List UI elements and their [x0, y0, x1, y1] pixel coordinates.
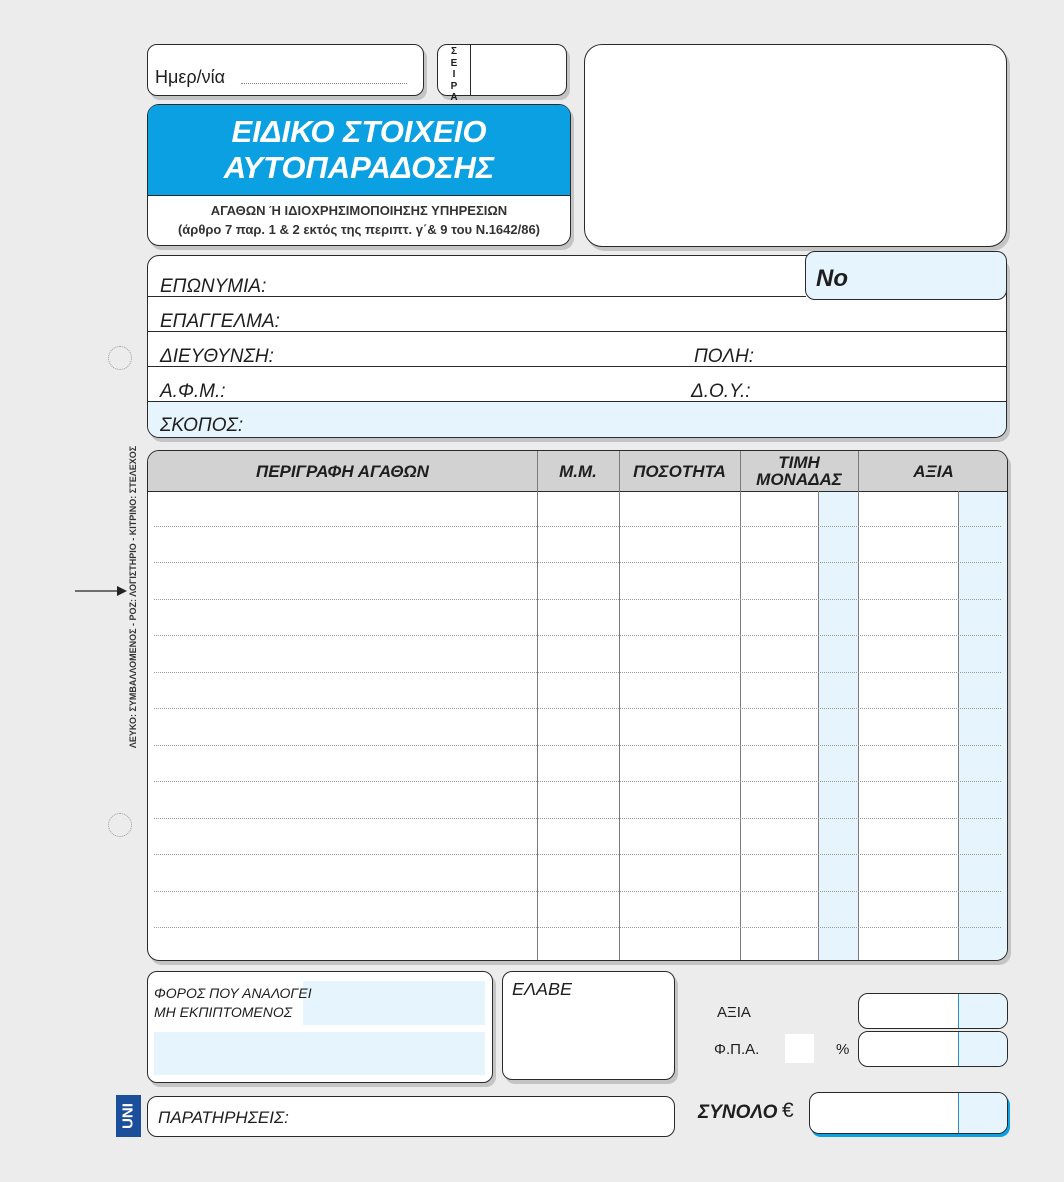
- document-number-box[interactable]: [805, 251, 1007, 300]
- series-label: [438, 45, 471, 103]
- column-divider: [537, 451, 538, 960]
- col-header-unit-price: [740, 451, 858, 491]
- total-label: ΣΥΝΟΛΟ: [698, 1102, 778, 1123]
- vat-number-label: Α.Φ.Μ.:: [160, 381, 226, 402]
- received-label: ΕΛΑΒΕ: [512, 979, 573, 999]
- title-line-1: ΕΙΔΙΚΟ ΣΤΟΙΧΕΙΟ: [231, 114, 487, 149]
- date-dotted-line: [241, 83, 407, 84]
- item-row-line: [154, 672, 1001, 673]
- item-row-line: [154, 562, 1001, 563]
- remarks-label: ΠΑΡΑΤΗΡΗΣΕΙΣ:: [158, 1108, 289, 1127]
- profession-label: ΕΠΑΓΓΕΛΜΑ:: [160, 311, 280, 332]
- binding-hole-top: [108, 346, 132, 370]
- received-box[interactable]: [502, 971, 675, 1080]
- remarks-box[interactable]: [147, 1096, 675, 1137]
- total-amount-field[interactable]: [809, 1092, 1008, 1134]
- number-label: No: [816, 265, 848, 292]
- tax-amount-field[interactable]: [303, 981, 485, 1025]
- value-label: ΑΞΙΑ: [717, 1004, 751, 1021]
- item-row-line: [154, 854, 1001, 855]
- column-divider: [619, 451, 620, 960]
- unit-price-header-line-1: ΤΙΜΗ: [778, 453, 820, 472]
- title-subtitle: [148, 201, 570, 239]
- item-row-line: [154, 599, 1001, 600]
- copy-distribution-text: ΛΕΥΚΟ: ΣΥΜΒΑΛΛΟΜΕΝΟΣ - ΡΟΖ: ΛΟΓΙΣΤΗΡΙΟ - ΚΙΤΡΙΝΟ: ΣΤΕΛΕΧΟΣ: [128, 445, 138, 749]
- percent-sign: %: [836, 1041, 850, 1058]
- title-band: [148, 105, 570, 196]
- column-divider: [858, 451, 859, 960]
- vat-percent-field[interactable]: [785, 1034, 814, 1063]
- brand-logo-text: UNI: [119, 1103, 137, 1129]
- item-row-line: [154, 927, 1001, 928]
- purpose-row-bg: [148, 402, 1006, 437]
- series-letter: Ρ: [450, 80, 458, 92]
- col-header-value: ΑΞΙΑ: [913, 461, 954, 481]
- purpose-label: ΣΚΟΠΟΣ:: [160, 415, 244, 436]
- brand-logo: [116, 1095, 141, 1137]
- address-label: ΔΙΕΥΘΥΝΣΗ:: [160, 346, 274, 367]
- date-box[interactable]: [147, 44, 424, 96]
- vat-amount-field[interactable]: [858, 1031, 1008, 1067]
- series-letter: Ι: [452, 69, 456, 80]
- city-label: ΠΟΛΗ:: [694, 346, 755, 367]
- series-letter: Α: [450, 92, 458, 103]
- item-row-line: [154, 891, 1001, 892]
- document-title-box: [147, 104, 571, 246]
- tax-label-line-2: ΜΗ ΕΚΠΙΠΤΟΜΕΝΟΣ: [154, 1004, 293, 1020]
- row-divider: [148, 366, 1006, 367]
- series-letter: Ε: [450, 57, 458, 69]
- name-label: ΕΠΩΝΥΜΙΑ:: [160, 276, 267, 297]
- subtitle-line-2: (άρθρο 7 παρ. 1 & 2 εκτός της περιπτ. γ΄& 9 του Ν.1642/86): [177, 222, 541, 237]
- item-row-line: [154, 745, 1001, 746]
- total-cents-cell: [958, 1093, 1007, 1133]
- item-row-line: [154, 818, 1001, 819]
- fold-arrow-icon: [75, 584, 127, 603]
- title-line-2: ΑΥΤΟΠΑΡΑΔΟΣΗΣ: [223, 150, 495, 185]
- value-cents-cell: [958, 994, 1007, 1028]
- subtitle-line-1: ΑΓΑΘΩΝ Ή ΙΔΙΟΧΡΗΣΙΜΟΠΟΙΗΣΗΣ ΥΠΗΡΕΣΙΩΝ: [210, 203, 508, 218]
- col-header-quantity: ΠΟΣΟΤΗΤΑ: [633, 461, 726, 481]
- vat-cents-cell: [958, 1032, 1007, 1066]
- date-label: Ημερ/νία: [155, 67, 226, 87]
- tax-label-line-1: ΦΟΡΟΣ ΠΟΥ ΑΝΑΛΟΓΕΙ: [154, 985, 312, 1001]
- col-header-description: ΠΕΡΙΓΡΑΦΗ ΑΓΑΘΩΝ: [256, 461, 429, 481]
- tax-office-label: Δ.Ο.Υ.:: [691, 381, 751, 402]
- tax-extra-field[interactable]: [154, 1032, 485, 1075]
- series-box[interactable]: [437, 44, 567, 103]
- currency-symbol: €: [782, 1099, 794, 1122]
- column-divider: [740, 451, 741, 960]
- items-table: [147, 450, 1008, 961]
- series-letter: Σ: [450, 46, 457, 57]
- value-amount-field[interactable]: [858, 993, 1008, 1029]
- item-row-line: [154, 526, 1001, 527]
- item-row-line: [154, 708, 1001, 709]
- vat-label: Φ.Π.Α.: [714, 1041, 760, 1058]
- unit-price-header-line-2: ΜΟΝΑΔΑΣ: [756, 470, 842, 489]
- item-row-line: [154, 781, 1001, 782]
- tax-box: [147, 971, 493, 1083]
- col-header-unit: Μ.Μ.: [559, 461, 597, 481]
- binding-hole-bottom: [108, 813, 132, 837]
- issuer-box[interactable]: [584, 44, 1007, 247]
- item-row-line: [154, 635, 1001, 636]
